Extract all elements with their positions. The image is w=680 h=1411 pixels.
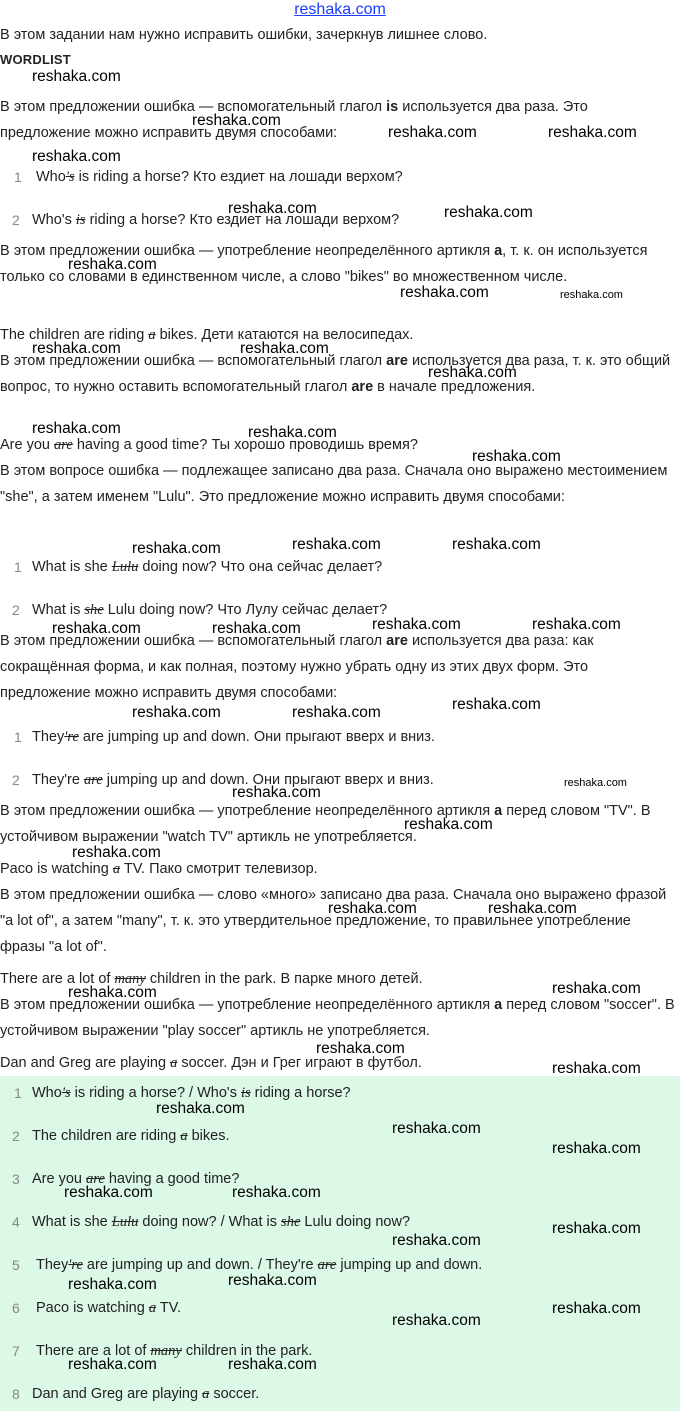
struck-word: 're <box>68 1257 83 1273</box>
watermark: reshaka.com <box>212 620 301 637</box>
watermark: reshaka.com <box>192 112 281 129</box>
watermark: reshaka.com <box>388 124 477 141</box>
watermark: reshaka.com <box>68 1276 157 1293</box>
struck-word: she <box>281 1214 301 1230</box>
struck-word: are <box>86 1171 105 1187</box>
watermark: reshaka.com <box>232 784 321 801</box>
watermark: reshaka.com <box>392 1312 481 1329</box>
struck-word: is <box>240 1085 251 1101</box>
site-link[interactable]: reshaka.com <box>294 1 386 18</box>
explanation-7: В этом предложении ошибка — слово «много» записано два раза. Сначала оно выражено фразой "a lot of", а затем "many", т. к. это утвердительное предложение, то правильнее употребление фразы "a lot of". <box>0 887 667 955</box>
struck-word: 's <box>61 1085 71 1101</box>
watermark: reshaka.com <box>452 696 541 713</box>
struck-word: are <box>83 772 103 788</box>
watermark: reshaka.com <box>452 536 541 553</box>
struck-word: a <box>112 861 121 877</box>
explanation-2: В этом предложении ошибка — употребление неопределённого артикля a, т. к. он используется только со словами в единственном числе, а слово "bikes" во множественном числе. <box>0 243 648 285</box>
watermark: reshaka.com <box>488 900 577 917</box>
watermark: reshaka.com <box>72 844 161 861</box>
watermark: reshaka.com <box>228 1356 317 1373</box>
intro-text: В этом задании нам нужно исправить ошибки, зачеркнув лишнее слово. <box>0 27 488 43</box>
example-6: Paco is watching a TV. Пако смотрит телевизор. <box>0 861 318 877</box>
watermark: reshaka.com <box>32 68 121 85</box>
watermark: reshaka.com <box>552 1220 641 1237</box>
explanation-6: В этом предложении ошибка — употребление неопределённого артикля a перед словом "TV". В устойчивом выражении "watch TV" артикль не употребляется. <box>0 803 651 845</box>
watermark: reshaka.com <box>52 620 141 637</box>
watermark: reshaka.com <box>64 1184 153 1201</box>
watermark: reshaka.com <box>232 1184 321 1201</box>
watermark: reshaka.com <box>548 124 637 141</box>
struck-word: Lulu <box>111 559 139 575</box>
explanation-3: В этом предложении ошибка — вспомогательный глагол are используется два раза, т. к. это общий вопрос, то нужно оставить вспомогательный глагол are в начале предложения. <box>0 353 671 395</box>
example-8: Dan and Greg are playing a soccer. Дэн и Грег играют в футбол. <box>0 1055 422 1071</box>
watermark: reshaka.com <box>392 1120 481 1137</box>
struck-word: she <box>84 602 104 618</box>
watermark: reshaka.com <box>156 1100 245 1117</box>
struck-word: 's <box>65 169 75 185</box>
watermark: reshaka.com <box>552 980 641 997</box>
watermark: reshaka.com <box>292 704 381 721</box>
struck-word: is <box>75 212 86 228</box>
example-2: The children are riding a bikes. Дети катаются на велосипедах. <box>0 327 414 343</box>
watermark: reshaka.com <box>240 340 329 357</box>
example-3: Are you are having a good time? Ты хорошо проводишь время? <box>0 437 418 453</box>
watermark: reshaka.com <box>532 616 621 633</box>
watermark: reshaka.com <box>428 364 517 381</box>
watermark: reshaka.com <box>404 816 493 833</box>
watermark: reshaka.com <box>372 616 461 633</box>
watermark: reshaka.com <box>400 284 489 301</box>
watermark: reshaka.com <box>392 1232 481 1249</box>
struck-word: a <box>148 327 156 343</box>
watermark: reshaka.com <box>292 536 381 553</box>
watermark: reshaka.com <box>564 777 627 789</box>
watermark: reshaka.com <box>444 204 533 221</box>
watermark: reshaka.com <box>32 340 121 357</box>
wordlist-heading: WORDLIST <box>0 52 71 67</box>
watermark: reshaka.com <box>552 1300 641 1317</box>
struck-word: Lulu <box>111 1214 139 1230</box>
watermark: reshaka.com <box>32 148 121 165</box>
watermark: reshaka.com <box>68 256 157 273</box>
watermark: reshaka.com <box>68 1356 157 1373</box>
watermark: reshaka.com <box>248 424 337 441</box>
watermark: reshaka.com <box>472 448 561 465</box>
struck-word: a <box>170 1055 178 1071</box>
watermark: reshaka.com <box>552 1060 641 1077</box>
struck-word: many <box>150 1343 182 1359</box>
struck-word: are <box>54 437 73 453</box>
explanation-1: В этом предложении ошибка — вспомогательный глагол is используется два раза. Это предложение можно исправить двумя способами: <box>0 99 588 141</box>
struck-word: a <box>180 1128 188 1144</box>
watermark: reshaka.com <box>228 1272 317 1289</box>
watermark: reshaka.com <box>68 984 157 1001</box>
watermark: reshaka.com <box>328 900 417 917</box>
struck-word: 're <box>64 729 79 745</box>
watermark: reshaka.com <box>32 420 121 437</box>
explanation-4: В этом вопросе ошибка — подлежащее записано два раза. Сначала оно выражено местоимением "she", а затем именем "Lulu". Это предложение можно исправить двумя способами: <box>0 463 668 505</box>
struck-word: a <box>148 1300 157 1316</box>
struck-word: a <box>202 1386 210 1402</box>
example-7: There are a lot of many children in the park. В парке много детей. <box>0 971 423 987</box>
watermark: reshaka.com <box>316 1040 405 1057</box>
watermark: reshaka.com <box>132 704 221 721</box>
watermark: reshaka.com <box>228 200 317 217</box>
watermark: reshaka.com <box>132 540 221 557</box>
struck-word: are <box>317 1257 337 1273</box>
watermark: reshaka.com <box>560 289 623 301</box>
struck-word: many <box>114 971 146 987</box>
explanation-5: В этом предложении ошибка — вспомогательный глагол are используется два раза: как сокращённая форма, и как полная, поэтому нужно убрать одну из этих двух форм. Это предложение можно исправить двумя способами: <box>0 633 594 701</box>
explanation-8: В этом предложении ошибка — употребление неопределённого артикля a перед словом "soccer". В устойчивом выражении "play soccer" артикль не употребляется. <box>0 997 675 1039</box>
watermark: reshaka.com <box>552 1140 641 1157</box>
